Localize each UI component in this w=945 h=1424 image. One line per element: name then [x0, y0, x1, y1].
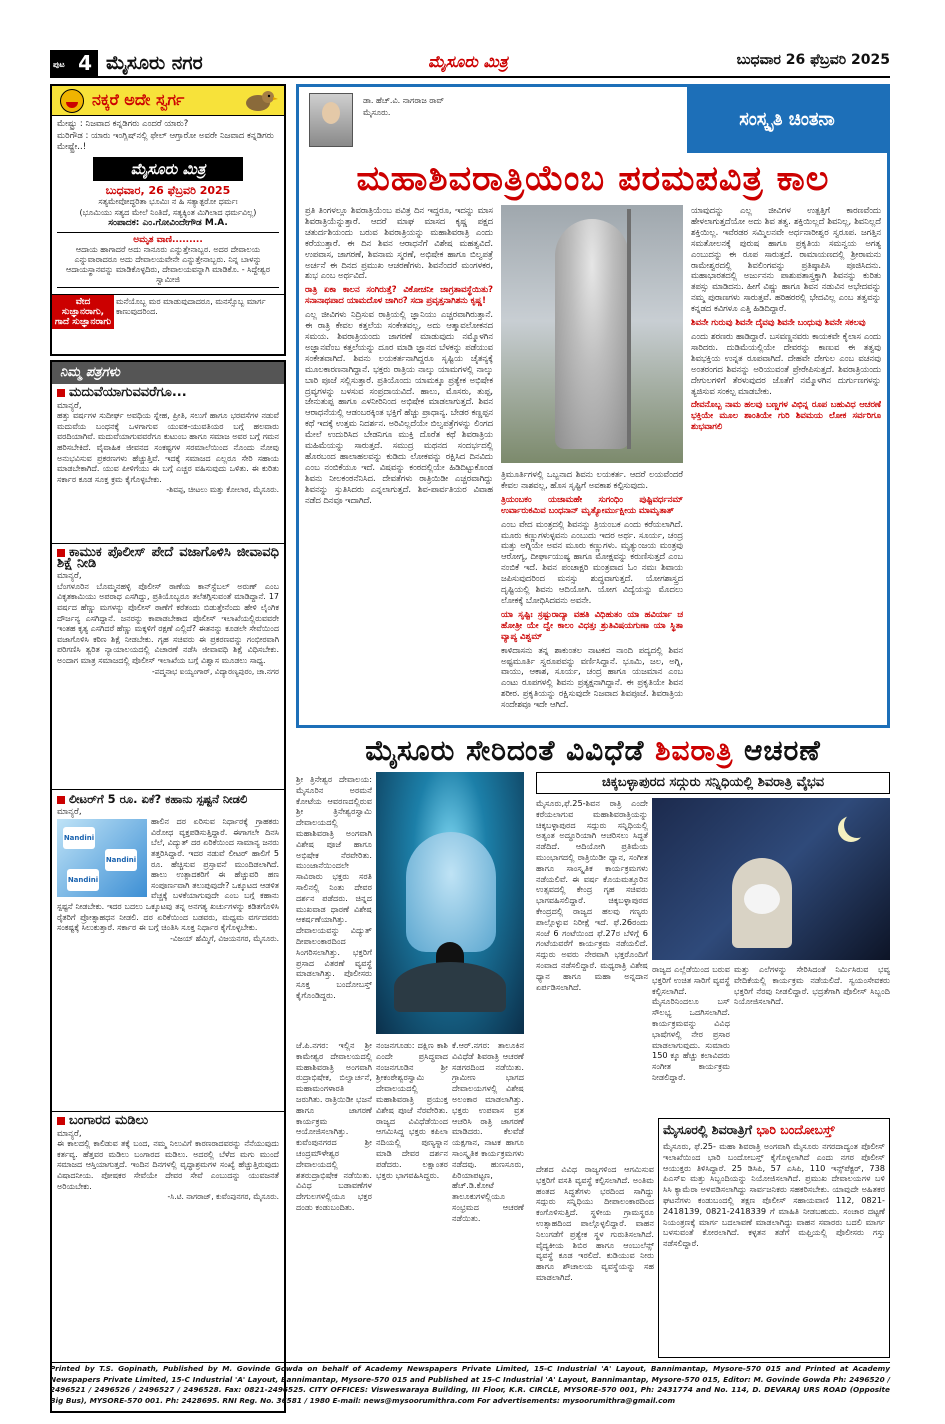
feature-paragraph: ಎಲ್ಲ ಜೀವಿಗಳು ನಿದ್ರಿಸುವ ರಾತ್ರಿಯಲ್ಲಿ ಜ್ಞಾನಿಯು ಎಚ್ಚರವಾಗಿರುತ್ತಾನೆ. ಈ ರಾತ್ರಿ ಕೇವಲ ಕತ್ತಲೆಯ ಸಂಕೇತವಲ್ಲ, ಅದು ಆತ್ಮಾವಲೋಕನದ ಸಮಯ. ಶಿವರಾತ್ರಿಯಂದು ಜಾಗರಣೆ ಮಾಡುವುದು ನಮ್ಮೊಳಗಿನ ಅಜ್ಞಾನವೆಂಬ ಕತ್ತಲೆಯನ್ನು ದೂರ ಮಾಡಿ ಜ್ಞಾನದ ಬೆಳಕನ್ನು ಪಡೆಯುವ ಸಂಕೇತವಾಗಿದೆ. ಶಿವನು ಲಯಕರ್ತನಾಗಿದ್ದರೂ ಸೃಷ್ಟಿಯ ಚೈತನ್ಯಕ್ಕೆ ಮೂಲಕಾರಣನಾಗಿದ್ದಾನೆ. ಭಕ್ತರು ರಾತ್ರಿಯ ನಾಲ್ಕು ಯಾಮಗಳಲ್ಲಿ ನಾಲ್ಕು ಬಾರಿ ಪೂಜೆ ಸಲ್ಲಿಸುತ್ತಾರೆ. ಪ್ರತಿಯೊಂದು ಯಾಮಕ್ಕೂ ಪ್ರತ್ಯೇಕ ಅಭಿಷೇಕ ದ್ರವ್ಯಗಳನ್ನು ಬಳಸುವ ಸಂಪ್ರದಾಯವಿದೆ. ಹಾಲು, ಮೊಸರು, ತುಪ್ಪ, ಜೇನುತುಪ್ಪ ಹಾಗೂ ಎಳನೀರಿನಿಂದ ಅಭಿಷೇಕ ಮಾಡಲಾಗುತ್ತದೆ. ಶಿವನ ಆರಾಧನೆಯಲ್ಲಿ ಆಡಂಬರಕ್ಕಿಂತ ಭಕ್ತಿಗೆ ಹೆಚ್ಚು ಪ್ರಾಧಾನ್ಯ. ಬೇಡರ ಕಣ್ಣಪ್ಪನ ಕಥೆ ಇದಕ್ಕೆ ಉತ್ತಮ ನಿದರ್ಶನ. ಅರಿವಿಲ್ಲದೆಯೇ ಬಿಲ್ವಪತ್ರೆಗಳನ್ನು ಲಿಂಗದ ಮೇಲೆ ಉದುರಿಸಿದ ಬೇಡನಿಗೂ ಮುಕ್ತಿ ದೊರೆತ ಕಥೆ ಶಿವರಾತ್ರಿಯ ಮಹಿಮೆಯನ್ನು ಸಾರುತ್ತದೆ. ಸಮುದ್ರ ಮಥನದ ಸಂದರ್ಭದಲ್ಲಿ ಹೊರಬಂದ ಹಾಲಾಹಲವನ್ನು ಕುಡಿದು ಲೋಕವನ್ನು ರಕ್ಷಿಸಿದ ದಿನವಿದು ಎಂಬ ನಂಬಿಕೆಯೂ ಇದೆ. ವಿಷವನ್ನು ಕಂಠದಲ್ಲಿಯೇ ಹಿಡಿದಿಟ್ಟುಕೊಂಡ ಶಿವನು ನೀಲಕಂಠನೆನಿಸಿದ. ದೇವತೆಗಳು ರಾತ್ರಿಯಿಡೀ ಎಚ್ಚರವಾಗಿದ್ದು ಶಿವನನ್ನು ಸ್ತುತಿಸಿದರು ಎನ್ನಲಾಗುತ್ತದೆ. ಶಿವ-ಪಾರ್ವತಿಯರ ವಿವಾಹ ನಡೆದ ದಿನವೂ ಇದಾಗಿದೆ.	[305, 309, 493, 505]
pedestal	[394, 962, 506, 1012]
nakkare-box	[50, 84, 286, 356]
trident-icon	[627, 209, 631, 449]
bandobast-body: ಮೈಸೂರು, ಫೆ.25- ಮಹಾ ಶಿವರಾತ್ರಿ ಅಂಗವಾಗಿ ಮೈಸೂರು ನಗರದಾದ್ಯಂತ ಪೊಲೀಸ್ ಇಲಾಖೆಯಿಂದ ಭಾರಿ ಬಂದೋಬಸ್ತ್ ಕೈಗೊಳ್ಳಲಾಗಿದೆ ಎಂದು ನಗರ ಪೊಲೀಸ್ ಆಯುಕ್ತರು ತಿಳಿಸಿದ್ದಾರೆ. 25 ಡಿಸಿಪಿ, 57 ಎಸಿಪಿ, 110 ಇನ್ಸ್‌ಪೆಕ್ಟರ್, 738 ಪಿಎಸ್‌ಐ ಮತ್ತು ಸಿಬ್ಬಂದಿಯನ್ನು ನಿಯೋಜಿಸಲಾಗಿದೆ. ಪ್ರಮುಖ ದೇವಾಲಯಗಳ ಬಳಿ ಸಿಸಿ ಕ್ಯಾಮೆರಾ ಅಳವಡಿಸಲಾಗಿದ್ದು ಸಾರ್ವಜನಿಕರು ಸಹಕರಿಸಬೇಕು. ಯಾವುದೇ ಅಹಿತಕರ ಘಟನೆಗಳು ಕಂಡುಬಂದಲ್ಲಿ ತಕ್ಷಣ ಪೊಲೀಸ್ ಸಹಾಯವಾಣಿ 112, 0821-2418139, 0821-2418339 ಗೆ ಮಾಹಿತಿ ನೀಡಬಹುದು. ಸಂಚಾರ ದಟ್ಟಣೆ ನಿಯಂತ್ರಣಕ್ಕೆ ಮಾರ್ಗ ಬದಲಾವಣೆ ಮಾಡಲಾಗಿದ್ದು ವಾಹನ ಸವಾರರು ಬದಲಿ ಮಾರ್ಗ ಬಳಸುವಂತೆ ಕೋರಲಾಗಿದೆ. ಕಳ್ಳತನ ತಡೆಗೆ ಮಫ್ತಿಯಲ್ಲಿ ಪೊಲೀಸರು ಗಸ್ತು ನಡೆಸಲಿದ್ದಾರೆ.	[663, 1141, 885, 1249]
letter-4-body: ಈ ಕಾಲದಲ್ಲಿ ಕಾಲಿಡುವ ತಕ್ಕೆ ಬಂದ, ನಮ್ಮ ನಿಲುವಿಗೆ ಕಾರಣರಾದವರನ್ನು ನೆನೆಯುವುದು ಕರ್ತವ್ಯ. ಹೆತ್ತವರ ಮಡಿಲು ಬಂಗಾರದ ಮಡಿಲು. ಅದರಲ್ಲಿ ಬೆಳೆದ ಮಗು ಮುಂದೆ ಸಮಾಜದ ಆಸ್ತಿಯಾಗುತ್ತದೆ. ಇಂದಿನ ದಿನಗಳಲ್ಲಿ ವೃದ್ಧಾಶ್ರಮಗಳ ಸಂಖ್ಯೆ ಹೆಚ್ಚುತ್ತಿರುವುದು ವಿಷಾದನೀಯ. ಪೋಷಕರ ಸೇವೆಯೇ ದೇವರ ಸೇವೆ ಎಂಬುದನ್ನು ಯುವಜನತೆ ಅರಿಯಬೇಕು.	[57, 1139, 279, 1191]
chikkaballapura-article	[536, 772, 890, 1160]
feature-col-1	[305, 205, 493, 721]
letter-2-body: ಬೆಂಗಳೂರಿನ ಬೊಮ್ಮನಹಳ್ಳಿ ಪೊಲೀಸ್ ಠಾಣೆಯ ಕಾನ್‌ಸ್ಟೆಬಲ್ ಅರುಣ್ ಎಂಬ ವಿಕೃತಕಾಮಿಯು ಅಪರಾಧ ಎಸಗಿದ್ದು, ಪ್ರತಿಯೊಬ್ಬರೂ ತಲೆತಗ್ಗಿಸುವಂತೆ ಮಾಡಿದ್ದಾನೆ. 17 ವರ್ಷದ ಹೆಣ್ಣು ಮಗಳನ್ನು ಪೊಲೀಸ್ ಠಾಣೆಗೆ ಕರೆತಂದು ಬಿಡುತ್ತೇನೆಂದು ಹೇಳಿ ಲೈಂಗಿಕ ದೌರ್ಜನ್ಯ ಎಸಗಿದ್ದಾನೆ. ಜನರನ್ನು ಕಾಪಾಡಬೇಕಾದ ಪೊಲೀಸ್ ಇಲಾಖೆಯಲ್ಲಿರುವವರೇ ಇಂತಹ ಕೃತ್ಯ ಎಸಗಿದರೆ ಹೆಣ್ಣು ಮಕ್ಕಳಿಗೆ ರಕ್ಷಣೆ ಎಲ್ಲಿದೆ? ಈತನನ್ನು ಕೂಡಲೇ ಸೇವೆಯಿಂದ ವಜಾಗೊಳಿಸಿ ಕಠಿಣ ಶಿಕ್ಷೆ ನೀಡಬೇಕು. ಗೃಹ ಸಚಿವರು ಈ ಪ್ರಕರಣವನ್ನು ಗಂಭೀರವಾಗಿ ಪರಿಗಣಿಸಿ ತ್ವರಿತ ನ್ಯಾಯಾಲಯದಲ್ಲಿ ವಿಚಾರಣೆ ನಡೆಸಿ ಜೀವಾವಧಿ ಶಿಕ್ಷೆ ವಿಧಿಸಬೇಕು. ಅಂದಾಗ ಮಾತ್ರ ಸಮಾಜದಲ್ಲಿ ಪೊಲೀಸ್ ಇಲಾಖೆಯ ಬಗ್ಗೆ ವಿಶ್ವಾಸ ಮೂಡಲು ಸಾಧ್ಯ.	[57, 581, 279, 665]
laughing-face-icon	[60, 89, 84, 113]
feature-quote: ಯಾ ಸೃಷ್ಟಿಃ ಸ್ರಷ್ಟುರಾದ್ಯಾ ವಹತಿ ವಿಧಿಹುತಂ ಯಾ ಹವಿರ್ಯಾ ಚ ಹೋತ್ರೀ ಯೇ ದ್ವೇ ಕಾಲಂ ವಿಧತ್ತಃ ಶ್ರುತಿವಿಷಯಗುಣಾ ಯಾ ಸ್ಥಿತಾ ವ್ಯಾಪ್ಯ ವಿಶ್ವಮ್	[501, 608, 683, 641]
feature-headline: ಮಹಾಶಿವರಾತ್ರಿಯೆಂಬ ಪರಮಪವಿತ್ರ ಕಾಲ	[356, 159, 830, 199]
masthead-logo: ಮೈಸೂರು ಮಿತ್ರ	[93, 157, 243, 181]
author-city: ಮೈಸೂರು.	[363, 108, 391, 117]
bandobast-article	[658, 1118, 890, 1358]
feature-quote: ಶಿವನೇ ಗುರುವು ಶಿವನೇ ದೈವವು ಶಿವನೇ ಬಂಧುವು ಶಿವನೇ ಸಕಲವು	[691, 317, 866, 328]
letters-column	[50, 360, 286, 1413]
issue-date: ಬುಧವಾರ 26 ಫೆಬ್ರವರಿ 2025	[736, 52, 890, 68]
letter-2	[52, 544, 284, 790]
city-report-text: ನಂಜನಗೂಡು: ದಕ್ಷಿಣ ಕಾಶಿ ಎಂದೇ ಪ್ರಸಿದ್ಧವಾದ ನಂಜನಗೂಡಿನ ಶ್ರೀ ಶ್ರೀಕಂಠೇಶ್ವರಸ್ವಾಮಿ ದೇವಾಲಯದಲ್ಲಿ ಮಹಾಶಿವರಾತ್ರಿ ಪ್ರಯುಕ್ತ ವಿಶೇಷ ಪೂಜೆ ನೆರವೇರಿತು. ರಾಜ್ಯದ ವಿವಿಧೆಡೆಯಿಂದ ಆಗಮಿಸಿದ್ದ ಭಕ್ತರು ಕಪಿಲಾ ನದಿಯಲ್ಲಿ ಪುಣ್ಯಸ್ನಾನ ಮಾಡಿ ದೇವರ ದರ್ಶನ ಪಡೆದರು. ಲಕ್ಷಾಂತರ ಭಕ್ತರು ಭಾಗವಹಿಸಿದ್ದರು.	[376, 1040, 448, 1180]
nakkare-header	[52, 86, 284, 116]
beard	[744, 884, 780, 914]
feature-paragraph: ಕಾಳಿದಾಸನು ತನ್ನ ಶಾಕುಂತಲ ನಾಟಕದ ನಾಂದಿ ಪದ್ಯದಲ್ಲಿ ಶಿವನ ಅಷ್ಟಮೂರ್ತಿ ಸ್ವರೂಪವನ್ನು ವರ್ಣಿಸಿದ್ದಾನೆ. ಭೂಮಿ, ಜಲ, ಅಗ್ನಿ, ವಾಯು, ಆಕಾಶ, ಸೂರ್ಯ, ಚಂದ್ರ ಹಾಗೂ ಯಜಮಾನ ಎಂಬ ಎಂಟು ರೂಪಗಳಲ್ಲಿ ಶಿವನು ಪ್ರತ್ಯಕ್ಷನಾಗಿದ್ದಾನೆ. ಈ ಪ್ರಕೃತಿಯೇ ಶಿವನ ಶರೀರ. ಪ್ರಕೃತಿಯನ್ನು ರಕ್ಷಿಸುವುದೇ ನಿಜವಾದ ಶಿವಪೂಜೆ. ಶಿವರಾತ್ರಿಯ ಸಂದೇಶವೂ ಇದೇ ಆಗಿದೆ.	[501, 644, 683, 710]
shiva-meditation-image	[376, 772, 524, 1034]
logo-date: ಬುಧವಾರ, 26 ಫೆಬ್ರವರಿ 2025	[105, 184, 231, 197]
feature-article	[296, 84, 890, 728]
feature-quote: ತ್ರಿಯಂಬಕಂ ಯಜಾಮಹೇ ಸುಗಂಧಿಂ ಪುಷ್ಟಿವರ್ಧನಮ್ ಉರ್ವಾರುಕಮಿವ ಬಂಧನಾನ್ ಮೃತ್ಯೋರ್ಮುಕ್ಷೀಯ ಮಾಮೃತಾತ್	[501, 493, 683, 515]
letter-3-signature: -ವಿಜಯ್ ಹೆಮ್ಮಿಗೆ, ವಿಜಯನಗರ, ಮೈಸೂರು.	[170, 933, 279, 943]
city-report-text: ಕೆ.ಆರ್.ನಗರ: ತಾಲೂಕಿನ ವಿವಿಧೆಡೆ ಶಿವರಾತ್ರಿ ಆಚರಣೆ ಸಡಗರದಿಂದ ನಡೆಯಿತು. ಗ್ರಾಮೀಣ ಭಾಗದ ದೇವಾಲಯಗಳಲ್ಲಿ ವಿಶೇಷ ಅಲಂಕಾರ ಮಾಡಲಾಗಿತ್ತು. ಭಕ್ತರು ಉಪವಾಸ ವ್ರತ ಆಚರಿಸಿ ರಾತ್ರಿ ಜಾಗರಣೆ ಮಾಡಿದರು. ಕೆಲವೆಡೆ ಯಕ್ಷಗಾನ, ನಾಟಕ ಹಾಗೂ ಸಾಂಸ್ಕೃತಿಕ ಕಾರ್ಯಕ್ರಮಗಳು ನಡೆದವು. ಹುಣಸೂರು, ಪಿರಿಯಾಪಟ್ಟಣ, ಹೆಚ್.ಡಿ.ಕೋಟೆ ತಾಲೂಕುಗಳಲ್ಲಿಯೂ ಸಂಭ್ರಮದ ಆಚರಣೆ ನಡೆಯಿತು.	[452, 1040, 524, 1223]
letter-3-salutation: ಮಾನ್ಯರೆ,	[57, 806, 82, 817]
bullet-square-icon	[57, 389, 65, 397]
letter-3-body: ಹಾಲಿನ ದರ ಏರಿಸುವ ನಿರ್ಧಾರಕ್ಕೆ ಗ್ರಾಹಕರು ವಿರೋಧ ವ್ಯಕ್ತಪಡಿಸುತ್ತಿದ್ದಾರೆ. ಈಗಾಗಲೇ ದಿನಸಿ ಬೆಲೆ, ವಿದ್ಯುತ್ ದರ ಏರಿಕೆಯಿಂದ ಸಾಮಾನ್ಯ ಜನರು ತತ್ತರಿಸಿದ್ದಾರೆ. ಇದರ ನಡುವೆ ಲೀಟರ್ ಹಾಲಿಗೆ 5 ರೂ. ಹೆಚ್ಚಿಸುವ ಪ್ರಸ್ತಾವನೆ ಮುಂದಿಡಲಾಗಿದೆ. ಹಾಲು ಉತ್ಪಾದಕರಿಗೆ ಈ ಹೆಚ್ಚುವರಿ ಹಣ ಸಂಪೂರ್ಣವಾಗಿ ತಲುಪುವುದೇ? ಒಕ್ಕೂಟದ ಆಡಳಿತ ವೆಚ್ಚಕ್ಕೆ ಬಳಕೆಯಾಗುವುದೇ ಎಂಬ ಬಗ್ಗೆ ಕಹಾನು ಸ್ಪಷ್ಟನೆ ನೀಡಬೇಕು. ಇದರ ಬದಲು ಒಕ್ಕೂಟವು ತನ್ನ ಅನಗತ್ಯ ಖರ್ಚುಗಳನ್ನು ಕಡಿತಗೊಳಿಸಿ ರೈತರಿಗೆ ಪ್ರೋತ್ಸಾಹಧನ ನೀಡಲಿ. ದರ ಏರಿಕೆಯಿಂದ ಬಡವರು, ಮಧ್ಯಮ ವರ್ಗದವರು ಸಂಕಷ್ಟಕ್ಕೆ ಸಿಲುಕುತ್ತಾರೆ. ಸರ್ಕಾರ ಈ ಬಗ್ಗೆ ಚಿಂತಿಸಿ ಸೂಕ್ತ ನಿರ್ಧಾರ ಕೈಗೊಳ್ಳಬೇಕು.	[57, 817, 279, 933]
imprint-footer: Printed by T.S. Gopinath, Published by M. Govinde Gowda on behalf of Academy Newspapers Private Limited, 15-C Industrial 'A' Layout, Bannimantap, Mysore-570 015 and Printed at Academy Newspapers Private Limited, 15-C Industrial 'A' Layout, Bannimantap, Mysore-570 015 and Published at 15-C Industrial 'A' Layout, Bannimantap, Mysore-570 015, Editor: M. Govinde Gowda Ph: 2496520 / 2496521 / 2496526 / 2496527 / 2496528. Fax: 0821-2496525. CITY OFFICES: Visweswaraya Building, III Floor, K.R. CIRCLE, MYSORE-570 001, Ph: 2431774 and No. 114, D. DEVARAJ URS ROAD (Opposite Big Bus), MYSORE-570 001. Ph: 2428695. RNI Reg. No. 36581 / 1980 E-mail: news@mysoorumithra.com For advertisements: mysoorumithra@gmail.com	[50, 1362, 890, 1414]
chikka-col-3	[734, 964, 890, 1114]
brand-logo: ಮೈಸೂರು ಮಿತ್ರ	[428, 52, 508, 71]
page-number: 4	[78, 51, 92, 75]
city-report-col-1b	[296, 1040, 372, 1410]
letter-1-title: ಮದುವೆಯಾಗುವವರೆಗೂ...	[57, 388, 279, 399]
section-title: ಮೈಸೂರು ನಗರ	[106, 52, 203, 74]
letter-4-signature: -ಸಿ.ಟಿ. ನಾಗರಾಜ್, ಕುವೆಂಪುನಗರ, ಮೈಸೂರು.	[167, 1192, 279, 1202]
city-report-text: ಜೆ.ಪಿ.ನಗರ: ಇಲ್ಲಿನ ಶ್ರೀ ಕಾಮೇಶ್ವರ ದೇವಾಲಯದಲ್ಲಿ ಮಹಾಶಿವರಾತ್ರಿ ಅಂಗವಾಗಿ ರುದ್ರಾಭಿಷೇಕ, ಬಿಲ್ವಾರ್ಚನೆ, ಮಹಾಮಂಗಳಾರತಿ ಜರುಗಿತು. ರಾತ್ರಿಯಿಡೀ ಭಜನೆ ಹಾಗೂ ಜಾಗರಣೆ ಕಾರ್ಯಕ್ರಮ ಆಯೋಜಿಸಲಾಗಿತ್ತು. ಕುವೆಂಪುನಗರದ ಶ್ರೀ ಚಂದ್ರಮೌಳೇಶ್ವರ ದೇವಾಲಯದಲ್ಲಿ ಶತರುದ್ರಾಭಿಷೇಕ ನಡೆಯಿತು. ವಿವಿಧ ಬಡಾವಣೆಗಳ ದೇಗುಲಗಳಲ್ಲಿಯೂ ಭಕ್ತರ ದಂಡು ಕಂಡುಬಂದಿತು.	[296, 1040, 372, 1212]
feature-body	[305, 205, 881, 721]
chikka-text: ದೇಶದ ವಿವಿಧ ರಾಜ್ಯಗಳಿಂದ ಆಗಮಿಸುವ ಭಕ್ತರಿಗೆ ವಸತಿ ವ್ಯವಸ್ಥೆ ಕಲ್ಪಿಸಲಾಗಿದೆ. ಅಂತಿಮ ಹಂತದ ಸಿದ್ಧತೆಗಳು ಭರದಿಂದ ಸಾಗಿದ್ದು ಸದ್ಗುರು ಸನ್ನಿಧಿಯು ದೀಪಾಲಂಕಾರದಿಂದ ಕಂಗೊಳಿಸುತ್ತಿದೆ. ಸ್ಥಳೀಯ ಗ್ರಾಮಸ್ಥರೂ ಉತ್ಸಾಹದಿಂದ ಪಾಲ್ಗೊಳ್ಳಲಿದ್ದಾರೆ. ವಾಹನ ನಿಲುಗಡೆಗೆ ಪ್ರತ್ಯೇಕ ಸ್ಥಳ ಗುರುತಿಸಲಾಗಿದೆ. ವೈದ್ಯಕೀಯ ಶಿಬಿರ ಹಾಗೂ ಆಂಬುಲೆನ್ಸ್ ವ್ಯವಸ್ಥೆ ಕೂಡ ಇರಲಿದೆ. ಕುಡಿಯುವ ನೀರು ಹಾಗೂ ಶೌಚಾಲಯ ವ್ಯವಸ್ಥೆಯನ್ನು ಸಹ ಮಾಡಲಾಗಿದೆ.	[536, 1164, 654, 1282]
chikkaballapura-headline: ಚಿಕ್ಕಬಳ್ಳಾಪುರದ ಸದ್ಗುರು ಸನ್ನಿಧಿಯಲ್ಲಿ ಶಿವರಾತ್ರಿ ವೈಭವ	[536, 772, 890, 794]
chikka-text: ಮೈಸೂರು,ಫೆ.25-ಶಿವನ ರಾತ್ರಿ ಎಂದೇ ಕರೆಯಲಾಗುವ ಮಹಾಶಿವರಾತ್ರಿಯನ್ನು ಚಿಕ್ಕಬಳ್ಳಾಪುರದ ಸದ್ಗುರು ಸನ್ನಿಧಿಯಲ್ಲಿ ಅತ್ಯಂತ ಅದ್ಧೂರಿಯಾಗಿ ಆಚರಿಸಲು ಸಿದ್ಧತೆ ನಡೆದಿದೆ. ಆದಿಯೋಗಿ ಪ್ರತಿಮೆಯ ಮುಂಭಾಗದಲ್ಲಿ ರಾತ್ರಿಯಿಡೀ ಧ್ಯಾನ, ಸಂಗೀತ ಹಾಗೂ ಸಾಂಸ್ಕೃತಿಕ ಕಾರ್ಯಕ್ರಮಗಳು ನಡೆಯಲಿವೆ. ಈ ವರ್ಷ ಕೊಯಮತ್ತೂರಿನ ಉತ್ಸವದಲ್ಲಿ ಕೇಂದ್ರ ಗೃಹ ಸಚಿವರು ಭಾಗವಹಿಸಲಿದ್ದಾರೆ. ಚಿಕ್ಕಬಳ್ಳಾಪುರದ ಕೇಂದ್ರದಲ್ಲಿ ರಾಜ್ಯದ ಹಲವು ಗಣ್ಯರು ಪಾಲ್ಗೊಳ್ಳುವ ನಿರೀಕ್ಷೆ ಇದೆ. ಫೆ.26ರಂದು ಸಂಜೆ 6 ಗಂಟೆಯಿಂದ ಫೆ.27ರ ಬೆಳಿಗ್ಗೆ 6 ಗಂಟೆಯವರೆಗೆ ಕಾರ್ಯಕ್ರಮ ನಡೆಯಲಿದೆ. ಸದ್ಗುರು ಅವರು ನೇರವಾಗಿ ಭಕ್ತರೊಂದಿಗೆ ಸಂವಾದ ನಡೆಸಲಿದ್ದಾರೆ. ಮಧ್ಯರಾತ್ರಿ ವಿಶೇಷ ಧ್ಯಾನ ಹಾಗೂ ಮಹಾ ಅನ್ನದಾನ ಏರ್ಪಡಿಸಲಾಗಿದೆ.	[536, 798, 648, 992]
feature-quote: ರಾತ್ರಿ ಏಕಾ ಕಾಲನ ಸಂಗಿರುತ್ತೆ? ವಿಕೋಚನೀ ಜಾಗ್ರತಾವಸ್ಥೆಯಿತು? ಸನಾನಾಥಪಾದ ಯಾಮದೊಳ ಜಾಗಿರ? ಸದಾ ಪ್ರವೃತ್ತನಾಗಿಶನು ಕೃಷ್ಣ!	[305, 284, 493, 306]
motto-line-1: ಸತ್ಯಮೇವೋದ್ಧರಿತಾ ಭೂಮಿಃ ನ ಹಿ ಸತ್ಯಾತ್ಪರೋ ಧರ್ಮಃ	[98, 197, 238, 206]
joke-line-1: ಮೇಷ್ಟ್ರು : ನಿಜವಾದ ಕನ್ನಡಿಗರು ಎಂದರೆ ಯಾರು?	[57, 119, 189, 129]
headline-part-b: ಶಿವರಾತ್ರಿ	[655, 734, 734, 767]
letter-2-signature: -ಪದ್ಮನಾಭ ಐಯ್ಯಂಗಾರ್, ವಿದ್ಯಾರಣ್ಯಪುರಂ, ಚಾ.ನಗರ	[151, 666, 279, 676]
bandobast-headline: ಮೈಸೂರಲ್ಲಿ ಶಿವರಾತ್ರಿಗೆ ಭಾರಿ ಬಂದೋಬಸ್ತ್	[663, 1122, 835, 1137]
feature-paragraph: ತ್ರಿಮೂರ್ತಿಗಳಲ್ಲಿ ಒಬ್ಬನಾದ ಶಿವನು ಲಯಕರ್ತ. ಆದರೆ ಲಯವೆಂದರೆ ಕೇವಲ ನಾಶವಲ್ಲ, ಹೊಸ ಸೃಷ್ಟಿಗೆ ಅವಕಾಶ ಕಲ್ಪಿಸುವುದು.	[501, 469, 683, 490]
editor-line: ಸಂಪಾದಕ: ಎಂ.ಗೋವಿಂದೇಗೌಡ M.A.	[108, 218, 228, 228]
motto-line-2: (ಭೂಮಿಯು ಸತ್ಯದ ಮೇಲೆ ನಿಂತಿದೆ, ಸತ್ಯಕ್ಕಿಂತ ಮಿಗಿಲಾದ ಧರ್ಮವಿಲ್ಲ)	[79, 208, 257, 217]
city-report-text: ಶ್ರೀ ತ್ರಿನೇಶ್ವರ ದೇವಾಲಯ: ಮೈಸೂರಿನ ಅರಮನೆ ಕೋಟೆಯ ಆವರಣದಲ್ಲಿರುವ ಶ್ರೀ ತ್ರಿನೇಶ್ವರಸ್ವಾಮಿ ದೇವಾಲಯದಲ್ಲಿ ಮಹಾಶಿವರಾತ್ರಿ ಅಂಗವಾಗಿ ವಿಶೇಷ ಪೂಜೆ ಹಾಗೂ ಅಭಿಷೇಕ ನೆರವೇರಿತು. ಮುಂಜಾನೆಯಿಂದಲೇ ಸಾವಿರಾರು ಭಕ್ತರು ಸರತಿ ಸಾಲಿನಲ್ಲಿ ನಿಂತು ದೇವರ ದರ್ಶನ ಪಡೆದರು. ಚಿನ್ನದ ಮುಖವಾಡ ಧಾರಣೆ ವಿಶೇಷ ಆಕರ್ಷಣೆಯಾಗಿತ್ತು. ದೇವಾಲಯವನ್ನು ವಿದ್ಯುತ್ ದೀಪಾಲಂಕಾರದಿಂದ ಸಿಂಗರಿಸಲಾಗಿತ್ತು. ಭಕ್ತರಿಗೆ ಪ್ರಸಾದ ವಿತರಣೆ ವ್ಯವಸ್ಥೆ ಮಾಡಲಾಗಿತ್ತು. ಪೊಲೀಸರು ಸೂಕ್ತ ಬಂದೋಬಸ್ತ್ ಕೈಗೊಂಡಿದ್ದರು.	[296, 774, 372, 1000]
veda-strip	[52, 294, 284, 329]
letter-4-salutation: ಮಾನ್ಯರೆ,	[57, 1128, 82, 1139]
feature-paragraph: ಪ್ರತಿ ತಿಂಗಳಲ್ಲೂ ಶಿವರಾತ್ರಿಯೆಂಬ ಪವಿತ್ರ ದಿನ ಇದ್ದರೂ, ಇದನ್ನು ಮಾಸ ಶಿವರಾತ್ರಿಯೆನ್ನುತ್ತಾರೆ. ಆದರೆ ಮಾಘ ಮಾಸದ ಕೃಷ್ಣ ಪಕ್ಷದ ಚತುರ್ದಶಿಯಂದು ಬರುವ ಶಿವರಾತ್ರಿಯನ್ನು ಮಹಾಶಿವರಾತ್ರಿ ಎಂದು ಕರೆಯುತ್ತಾರೆ. ಈ ದಿನ ಶಿವನ ಆರಾಧನೆಗೆ ವಿಶೇಷ ಮಹತ್ವವಿದೆ. ಉಪವಾಸ, ಜಾಗರಣೆ, ಶಿವನಾಮ ಸ್ಮರಣೆ, ಅಭಿಷೇಕ ಹಾಗೂ ಬಿಲ್ವಪತ್ರೆ ಅರ್ಚನೆ ಈ ದಿನದ ಪ್ರಮುಖ ಆಚರಣೆಗಳು. ಶಿವನೆಂದರೆ ಮಂಗಳಕರ, ಶುಭ ಎಂಬ ಅರ್ಥವಿದೆ.	[305, 205, 493, 281]
city-report-col-3	[452, 1040, 524, 1410]
city-report-col-1	[296, 774, 372, 1034]
veda-text: ಮನೆಯೊಬ್ಬ ಮರ ಮಾಡುವುದಾದರೂ, ಮನಸ್ಸೊಬ್ಬ ಮಾರ್ಗ ಕಾಣುವುದರಿಂದ.	[116, 297, 266, 316]
chikka-col-1	[536, 798, 648, 1154]
letter-3	[52, 790, 284, 1112]
letter-2-title: ಕಾಮುಕ ಪೊಲೀಸ್ ಪೇದೆ ವಜಾಗೊಳಿಸಿ ಜೀವಾವಧಿ ಶಿಕ್ಷೆ ನೀಡಿ	[57, 545, 279, 571]
chikka-text: ಮತ್ತು ಎಲೆಗಳನ್ನು ಸೇರಿಸಿದಂತೆ ನಿರ್ಮಿಸಿರುವ ಭವ್ಯ ವೇದಿಕೆಯಲ್ಲಿ ಕಾರ್ಯಕ್ರಮ ನಡೆಯಲಿದೆ. ಸ್ವಯಂಸೇವಕರು ಭಕ್ತರಿಗೆ ನೆರವು ನೀಡಲಿದ್ದಾರೆ. ಭದ್ರತೆಗಾಗಿ ಪೊಲೀಸ್ ಸಿಬ್ಬಂದಿ ನಿಯೋಜಿಸಲಾಗಿದೆ.	[734, 964, 890, 1007]
amrut-title: ಅಮೃತ ವಾಣಿ.........	[133, 235, 203, 245]
feature-quote: ದೇವನೊಬ್ಬ ನಾಮ ಹಲವು ಬಣ್ಣಗಳ ವಿಭಿನ್ನ ರೂಪ ಬಹುವಿಧ ಆಚರಣೆ ಭಕ್ತಿಯೇ ಮೂಲ ಶಾಂತಿಯೇ ಗುರಿ ಶಿವಮಯ ಲೋಕ ಸರ್ವರಿಗೂ ಶುಭವಾಗಲಿ	[691, 399, 881, 432]
author-byline	[363, 95, 444, 119]
milk-packet-label: Nandini	[63, 827, 95, 849]
amrut-vani	[57, 232, 279, 288]
author-photo	[309, 93, 353, 147]
letter-1-signature: -ಶಿವಪ್ಪ, ಚೀಟಲು ಮತ್ತು ಕೋಲಾರ, ಮೈಸೂರು.	[166, 485, 279, 495]
feature-header	[299, 87, 887, 153]
bullet-square-icon	[57, 1117, 65, 1125]
shiva-figure	[555, 219, 629, 449]
chikka-text: ರಾಜ್ಯದ ಎಲ್ಲೆಡೆಯಿಂದ ಬರುವ ಭಕ್ತರಿಗೆ ಉಚಿತ ಸಾರಿಗೆ ವ್ಯವಸ್ಥೆ ಕಲ್ಪಿಸಲಾಗಿದೆ. ಮೈಸೂರಿನಿಂದಲೂ ಬಸ್ ಸೌಲಭ್ಯ ಒದಗಿಸಲಾಗಿದೆ. ಕಾರ್ಯಕ್ರಮವನ್ನು ವಿವಿಧ ಭಾಷೆಗಳಲ್ಲಿ ನೇರ ಪ್ರಸಾರ ಮಾಡಲಾಗುವುದು. ಸುಮಾರು 150 ಕ್ಕೂ ಹೆಚ್ಚು ಕಲಾವಿದರು ಸಂಗೀತ ಕಾರ್ಯಕ್ರಮ ನೀಡಲಿದ್ದಾರೆ.	[652, 964, 730, 1082]
city-report-col-2	[376, 1040, 448, 1410]
headline-part-c: ಆಚರಣೆ	[743, 734, 821, 767]
feature-paragraph: ಯಾವುದನ್ನು ಎಲ್ಲ ಜೀವಿಗಳ ಉತ್ಪತ್ತಿಗೆ ಕಾರಣವೆಂದು ಹೇಳಲಾಗುತ್ತದೆಯೋ ಅದು ಶಿವ ತತ್ವ. ಶಕ್ತಿಯಿಲ್ಲದೆ ಶಿವನಿಲ್ಲ, ಶಿವನಿಲ್ಲದೆ ಶಕ್ತಿಯಿಲ್ಲ. ಇವೆರಡರ ಸಮ್ಮಿಲನವೇ ಅರ್ಧನಾರೀಶ್ವರ ಸ್ವರೂಪ. ಜಗತ್ತಿನ ಸಮತೋಲನಕ್ಕೆ ಪುರುಷ ಹಾಗೂ ಪ್ರಕೃತಿಯ ಸಮನ್ವಯ ಅಗತ್ಯ ಎಂಬುದನ್ನು ಈ ರೂಪ ಸಾರುತ್ತದೆ. ರಾಮಾಯಣದಲ್ಲಿ ಶ್ರೀರಾಮನು ರಾಮೇಶ್ವರದಲ್ಲಿ ಶಿವಲಿಂಗವನ್ನು ಪ್ರತಿಷ್ಠಾಪಿಸಿ ಪೂಜಿಸಿದನು. ಮಹಾಭಾರತದಲ್ಲಿ ಅರ್ಜುನನು ಪಾಶುಪತಾಸ್ತ್ರಕ್ಕಾಗಿ ಶಿವನನ್ನು ಕುರಿತು ತಪಸ್ಸು ಮಾಡಿದನು. ಹೀಗೆ ವಿಷ್ಣು ಹಾಗೂ ಶಿವನ ನಡುವಿನ ಅಭೇದವನ್ನು ನಮ್ಮ ಪುರಾಣಗಳು ಸಾರುತ್ತವೆ. ಹರಿಹರರಲ್ಲಿ ಭೇದವಿಲ್ಲ ಎಂಬ ತತ್ವವನ್ನು ಕನ್ನಡದ ಕವಿಗಳೂ ಎತ್ತಿ ಹಿಡಿದಿದ್ದಾರೆ.	[691, 205, 881, 314]
letter-1-salutation: ಮಾನ್ಯರೆ,	[57, 400, 82, 411]
column-title: ಸಂಸ್ಕೃತಿ ಚಿಂತನಾ	[687, 87, 887, 153]
feature-paragraph: ಎಂಬ ವೇದ ಮಂತ್ರದಲ್ಲಿ ಶಿವನನ್ನು ತ್ರಿಯಂಬಕ ಎಂದು ಕರೆಯಲಾಗಿದೆ. ಮೂರು ಕಣ್ಣುಗಳುಳ್ಳವನು ಎಂಬುದು ಇದರ ಅರ್ಥ. ಸೂರ್ಯ, ಚಂದ್ರ ಮತ್ತು ಅಗ್ನಿಯೇ ಅವನ ಮೂರು ಕಣ್ಣುಗಳು. ಮೃತ್ಯುಂಜಯ ಮಂತ್ರವು ಆರೋಗ್ಯ, ದೀರ್ಘಾಯುಷ್ಯ ಹಾಗೂ ಮೋಕ್ಷವನ್ನು ಕರುಣಿಸುತ್ತದೆ ಎಂಬ ನಂಬಿಕೆ ಇದೆ. ಶಿವನ ಪಂಚಾಕ್ಷರಿ ಮಂತ್ರವಾದ ಓಂ ನಮಃ ಶಿವಾಯ ಜಪಿಸುವುದರಿಂದ ಮನಸ್ಸು ಶುದ್ಧವಾಗುತ್ತದೆ. ಯೋಗಶಾಸ್ತ್ರದ ದೃಷ್ಟಿಯಲ್ಲಿ ಶಿವನು ಆದಿಯೋಗಿ. ಯೋಗ ವಿದ್ಯೆಯನ್ನು ಮೊದಲು ಲೋಕಕ್ಕೆ ಬೋಧಿಸಿದವನು ಅವನೇ.	[501, 518, 683, 605]
sadhguru-photo	[652, 798, 890, 960]
masthead	[50, 48, 890, 78]
letter-1-body: ಹತ್ತು ವರ್ಷಗಳ ಸುದೀರ್ಘ ಅವಧಿಯ ಸ್ನೇಹ, ಪ್ರೀತಿ, ಸಲುಗೆ ಹಾಗೂ ಭರವಸೆಗಳ ನಡುವೆ ಮದುವೆಯ ಬಂಧನಕ್ಕೆ ಒಳಗಾಗುವ ಯುವಕ-ಯುವತಿಯರ ಬಗ್ಗೆ ಹಲವಾರು ವರದಿಯಾಗಿವೆ. ಮದುವೆಯಾಗುವವರೆಗೂ ಕುಟುಂಬ ಹಾಗೂ ಸಮಾಜ ಅವರ ಬಗ್ಗೆ ಗಮನ ಹರಿಸಬೇಕಿದೆ. ವೈವಾಹಿಕ ಜೀವನದ ಸಂಕಷ್ಟಗಳ ಸರಮಾಲೆಯಿಂದ ನೊಂದು ನೋವು ಅನುಭವಿಸುವ ಪ್ರಕರಣಗಳು ಹೆಚ್ಚುತ್ತಿವೆ. ಇದಕ್ಕೆ ಸಮಾಜದ ಎಲ್ಲರೂ ಸೇರಿ ಸಹಾಯ ಮಾಡಬೇಕಾಗಿದೆ. ಯುವ ಪೀಳಿಗೆಯು ಈ ಬಗ್ಗೆ ಎಚ್ಚರ ವಹಿಸುವುದು ಒಳಿತು. ಈ ಕುರಿತು ಸರ್ಕಾರ ಕೂಡ ಸೂಕ್ತ ಕ್ರಮ ಕೈಗೊಳ್ಳಬೇಕು.	[57, 411, 279, 484]
milk-packet-label: Nandini	[105, 849, 137, 871]
amrut-text: ಆದಾಯ ಹಾಗಾದರೆ ಅದು ನಾನೂರು ಎನ್ನುತ್ತೇನಾಬ್ಬರ. ಅದರ ದೇವಾಲಯ ಎನ್ನುವಾರಾದರೂ ಅದು ದೇವಾಲಯವೇನೇ ಎನ್ನುತ್ತೇನಾಬ್ಬರು. ನಿನ್ನ ಬಾಳನ್ನು ಆದಾಯಸ್ಥಾನವನ್ನು ಮಾಡಿಕೊಳ್ಳದಿರು, ದೇವಾಲಯವನ್ನಾಗಿ ಮಾಡಿಕೊ. - ಸಿದ್ದೇಶ್ವರ ಸ್ವಾಮೀಜಿ	[65, 245, 271, 284]
letter-1	[52, 384, 284, 544]
letter-3-title: ಲೀಟರ್‌ಗೆ 5 ರೂ. ಏಕೆ? ಕಹಾನು ಸ್ಪಷ್ಟನೆ ನೀಡಲಿ	[57, 794, 279, 805]
shivaratri-headline	[296, 732, 890, 770]
shiva-statue-photo	[501, 205, 683, 463]
bullet-square-icon	[57, 796, 65, 804]
letter-4-title: ಬಂಗಾರದ ಮಡಿಲು	[57, 1116, 279, 1127]
feature-paragraph: ಎಂದು ಶರಣರು ಹಾಡಿದ್ದಾರೆ. ಬಸವಣ್ಣನವರು ಕಾಯಕವೇ ಕೈಲಾಸ ಎಂದು ಸಾರಿದರು. ದುಡಿಮೆಯಲ್ಲಿಯೇ ದೇವರನ್ನು ಕಾಣುವ ಈ ತತ್ವವು ಶಿವಭಕ್ತಿಯ ಉನ್ನತ ರೂಪವಾಗಿದೆ. ದೇಹವೇ ದೇಗುಲ ಎಂಬ ವಚನವು ಅಂತರಂಗದ ಶಿವನನ್ನು ಅರಿಯುವಂತೆ ಪ್ರೇರೇಪಿಸುತ್ತದೆ. ಶಿವರಾತ್ರಿಯಂದು ದೇಗುಲಗಳಿಗೆ ತೆರಳುವುದರ ಜೊತೆಗೆ ನಮ್ಮೊಳಗಿನ ದುರ್ಗುಣಗಳನ್ನು ತ್ಯಜಿಸುವ ಸಂಕಲ್ಪ ಮಾಡಬೇಕು.	[691, 330, 881, 396]
joke-line-2: ಮರಿಗೌಡ : ಯಾರು ಇಂಗ್ಲಿಷ್‌ನಲ್ಲಿ ಫೇಲ್ ಆಗ್ತಾರೋ ಅವರೇ ನಿಜವಾದ ಕನ್ನಡಿಗರು ಮೇಷ್ಟ್ರೇ..!	[57, 131, 274, 152]
veda-label: ವೇದ ಸುಜ್ಞಾನರಾಗು, ಗಾದೆ ಸುಜ್ಞಾನರಾಗು	[52, 295, 114, 329]
nandini-milk-photo	[57, 819, 147, 897]
page-label: ಪುಟ	[53, 60, 65, 69]
feature-col-2	[501, 469, 683, 721]
author-name: ಡಾ. ಹೆಚ್.ವಿ. ನಾಗರಾಜ ರಾವ್	[363, 96, 445, 105]
crescent-moon-icon	[844, 812, 870, 838]
nakkare-title: ನಕ್ಕರೆ ಅದೇ ಸ್ವರ್ಗ	[92, 90, 185, 109]
cartoon-bird-icon	[242, 88, 278, 114]
letter-2-salutation: ಮಾನ್ಯರೆ,	[57, 571, 82, 582]
letters-header: ನಿಮ್ಮ ಪತ್ರಗಳು	[52, 362, 284, 384]
milk-packet-label: Nandini	[67, 869, 99, 891]
shiva-figure	[406, 832, 496, 952]
page-number-box	[50, 50, 98, 76]
headline-part-a: ಮೈಸೂರು ಸೇರಿದಂತೆ ವಿವಿಧೆಡೆ	[365, 734, 645, 767]
feature-col-3	[691, 205, 881, 721]
